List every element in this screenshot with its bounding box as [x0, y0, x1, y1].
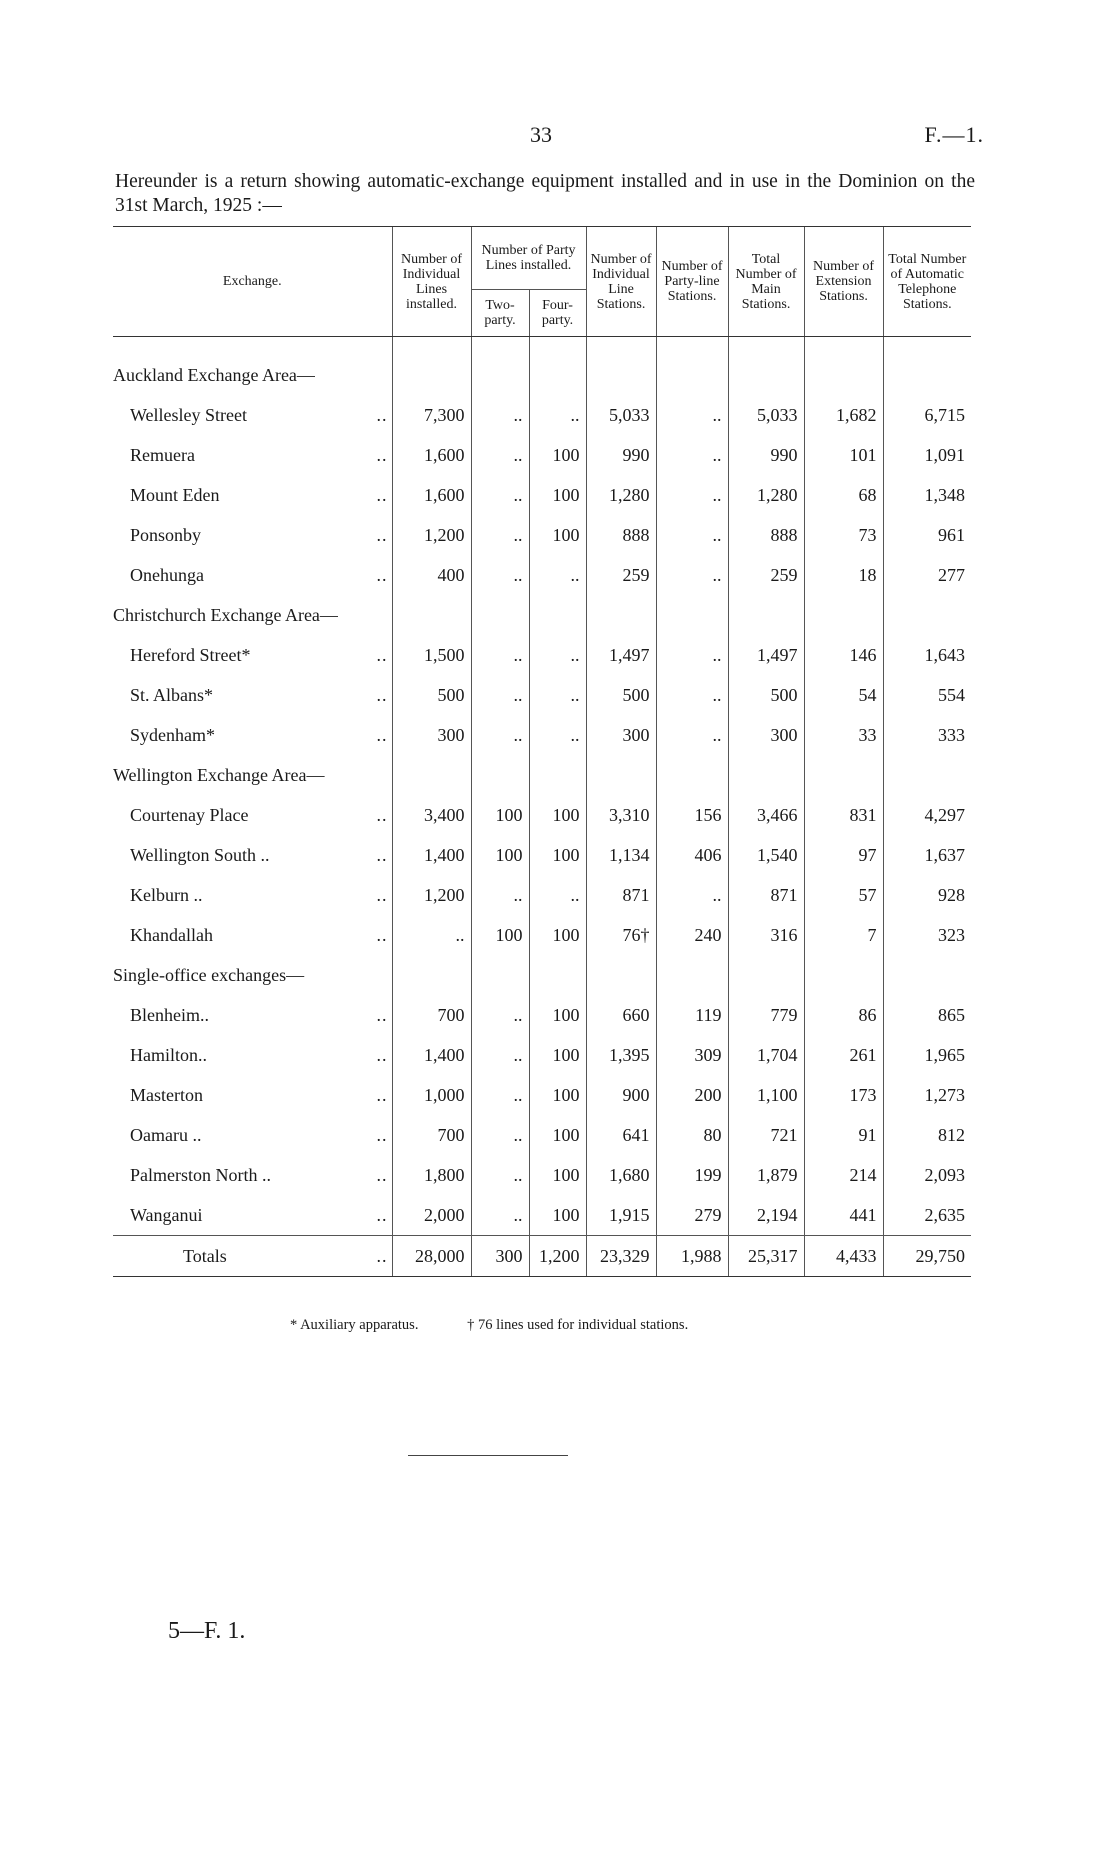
- page-number: 33: [530, 122, 552, 147]
- leader-dots: ..: [376, 924, 388, 945]
- cell-main-stations: 1,704: [728, 1035, 804, 1075]
- header-partyline-stations: Number of Party-line Stations.: [656, 227, 728, 337]
- cell-individual-lines: 1,400: [392, 835, 471, 875]
- cell-individual-lines: 1,500: [392, 635, 471, 675]
- cell-main-stations: 259: [728, 555, 804, 595]
- row-label-cell: [113, 1075, 392, 1115]
- closing-rule: [408, 1455, 568, 1456]
- leader-dots: ..: [376, 884, 388, 905]
- cell-main-stations: 888: [728, 515, 804, 555]
- table-row: [113, 395, 971, 435]
- spacer-cell: [113, 337, 392, 356]
- table-row: [113, 1035, 971, 1075]
- intro-paragraph: Hereunder is a return showing automatic-exchange equipment installed and in use in the Dominion on the 31st March, 1925 :—: [115, 171, 975, 216]
- exchange-name: Sydenham*: [130, 724, 215, 745]
- total-individual-lines: 28,000: [392, 1236, 471, 1277]
- total-partyline-stations: 1,988: [656, 1236, 728, 1277]
- table-row: [113, 635, 971, 675]
- cell-four-party: 100: [529, 1155, 586, 1195]
- leader-dots: ..: [376, 1004, 388, 1025]
- cell-two-party: ..: [471, 515, 529, 555]
- row-label-cell: [113, 915, 392, 955]
- table-row: [113, 915, 971, 955]
- group-empty-cell: [883, 755, 971, 795]
- cell-partyline-stations: 200: [656, 1075, 728, 1115]
- cell-partyline-stations: 119: [656, 995, 728, 1035]
- cell-four-party: ..: [529, 555, 586, 595]
- cell-partyline-stations: 156: [656, 795, 728, 835]
- leader-dots: ..: [376, 444, 388, 465]
- header-two-party: Two-party.: [471, 290, 529, 337]
- spacer-cell: [586, 337, 656, 356]
- cell-individual-lines: 1,400: [392, 1035, 471, 1075]
- cell-main-stations: 1,540: [728, 835, 804, 875]
- cell-individual-stations: 500: [586, 675, 656, 715]
- cell-total-stations: 4,297: [883, 795, 971, 835]
- leader-dots: ..: [376, 404, 388, 425]
- cell-two-party: ..: [471, 475, 529, 515]
- group-empty-cell: [883, 955, 971, 995]
- row-label-cell: [113, 515, 392, 555]
- group-empty-cell: [586, 755, 656, 795]
- header-individual-stations: Number of Individual Line Stations.: [586, 227, 656, 337]
- group-empty-cell: [529, 595, 586, 635]
- group-empty-cell: [529, 355, 586, 395]
- cell-individual-stations: 76†: [586, 915, 656, 955]
- cell-extension-stations: 1,682: [804, 395, 883, 435]
- cell-total-stations: 323: [883, 915, 971, 955]
- leader-dots: ..: [376, 1204, 388, 1225]
- group-empty-cell: [804, 755, 883, 795]
- cell-two-party: 100: [471, 915, 529, 955]
- cell-four-party: 100: [529, 835, 586, 875]
- table-row: [113, 515, 971, 555]
- table-row: [113, 1155, 971, 1195]
- spacer-row: [113, 337, 971, 356]
- exchange-name: Remuera: [130, 444, 195, 465]
- cell-main-stations: 721: [728, 1115, 804, 1155]
- cell-extension-stations: 86: [804, 995, 883, 1035]
- exchange-name: Totals: [183, 1245, 227, 1266]
- cell-individual-lines: ..: [392, 915, 471, 955]
- cell-partyline-stations: ..: [656, 395, 728, 435]
- leader-dots: ..: [376, 804, 388, 825]
- cell-main-stations: 316: [728, 915, 804, 955]
- footnote-lines: † 76 lines used for individual stations.: [467, 1317, 689, 1333]
- cell-four-party: 100: [529, 475, 586, 515]
- cell-two-party: ..: [471, 635, 529, 675]
- row-label-cell: [113, 715, 392, 755]
- table-row: [113, 875, 971, 915]
- leader-dots: ..: [376, 724, 388, 745]
- cell-individual-lines: 400: [392, 555, 471, 595]
- cell-extension-stations: 97: [804, 835, 883, 875]
- cell-extension-stations: 91: [804, 1115, 883, 1155]
- cell-individual-stations: 3,310: [586, 795, 656, 835]
- cell-two-party: ..: [471, 1075, 529, 1115]
- document-reference: F.—1.: [924, 122, 984, 147]
- table-body: [113, 337, 971, 1277]
- cell-individual-lines: 1,600: [392, 475, 471, 515]
- row-label-cell: [113, 835, 392, 875]
- cell-individual-lines: 1,000: [392, 1075, 471, 1115]
- cell-two-party: ..: [471, 675, 529, 715]
- cell-extension-stations: 214: [804, 1155, 883, 1195]
- header-four-party: Four-party.: [529, 290, 586, 337]
- group-heading-row: [113, 955, 971, 995]
- table-row: [113, 475, 971, 515]
- cell-total-stations: 6,715: [883, 395, 971, 435]
- cell-individual-stations: 1,395: [586, 1035, 656, 1075]
- total-main-stations: 25,317: [728, 1236, 804, 1277]
- cell-partyline-stations: ..: [656, 515, 728, 555]
- cell-individual-stations: 259: [586, 555, 656, 595]
- cell-partyline-stations: ..: [656, 555, 728, 595]
- cell-individual-stations: 300: [586, 715, 656, 755]
- cell-two-party: ..: [471, 715, 529, 755]
- cell-extension-stations: 146: [804, 635, 883, 675]
- row-label-cell: [113, 1035, 392, 1075]
- cell-total-stations: 333: [883, 715, 971, 755]
- cell-individual-lines: 1,200: [392, 875, 471, 915]
- row-label-cell: [113, 435, 392, 475]
- footnote-auxiliary: * Auxiliary apparatus.: [290, 1317, 419, 1333]
- total-total-stations: 29,750: [883, 1236, 971, 1277]
- cell-extension-stations: 33: [804, 715, 883, 755]
- cell-four-party: ..: [529, 635, 586, 675]
- row-label-cell: [113, 1115, 392, 1155]
- leader-dots: ..: [376, 1245, 388, 1266]
- exchange-name: Hamilton..: [130, 1044, 207, 1065]
- exchange-name: Wellington South ..: [130, 844, 270, 865]
- cell-individual-lines: 2,000: [392, 1195, 471, 1236]
- cell-two-party: ..: [471, 1195, 529, 1236]
- cell-two-party: 100: [471, 835, 529, 875]
- leader-dots: ..: [376, 844, 388, 865]
- total-two-party: 300: [471, 1236, 529, 1277]
- footnotes: [290, 1317, 890, 1334]
- table-row: [113, 1115, 971, 1155]
- cell-main-stations: 779: [728, 995, 804, 1035]
- table-row: [113, 1075, 971, 1115]
- cell-two-party: ..: [471, 995, 529, 1035]
- group-empty-cell: [392, 955, 471, 995]
- spacer-cell: [471, 337, 529, 356]
- group-heading: Auckland Exchange Area—: [113, 364, 315, 385]
- cell-total-stations: 928: [883, 875, 971, 915]
- cell-total-stations: 1,348: [883, 475, 971, 515]
- group-empty-cell: [586, 595, 656, 635]
- leader-dots: ..: [376, 1124, 388, 1145]
- spacer-cell: [883, 337, 971, 356]
- group-empty-cell: [586, 955, 656, 995]
- leader-dots: ..: [376, 1084, 388, 1105]
- leader-dots: ..: [376, 564, 388, 585]
- cell-main-stations: 2,194: [728, 1195, 804, 1236]
- cell-extension-stations: 57: [804, 875, 883, 915]
- cell-four-party: 100: [529, 1195, 586, 1236]
- total-individual-stations: 23,329: [586, 1236, 656, 1277]
- spacer-cell: [804, 337, 883, 356]
- row-label-cell: [113, 1195, 392, 1236]
- cell-individual-stations: 900: [586, 1075, 656, 1115]
- group-empty-cell: [728, 355, 804, 395]
- cell-total-stations: 812: [883, 1115, 971, 1155]
- group-empty-cell: [656, 955, 728, 995]
- group-empty-cell: [728, 595, 804, 635]
- cell-partyline-stations: ..: [656, 675, 728, 715]
- cell-extension-stations: 261: [804, 1035, 883, 1075]
- cell-total-stations: 277: [883, 555, 971, 595]
- cell-individual-stations: 1,134: [586, 835, 656, 875]
- cell-individual-stations: 1,497: [586, 635, 656, 675]
- table-row: [113, 555, 971, 595]
- cell-individual-stations: 641: [586, 1115, 656, 1155]
- table-row: [113, 675, 971, 715]
- group-empty-cell: [656, 355, 728, 395]
- cell-individual-lines: 700: [392, 1115, 471, 1155]
- group-empty-cell: [529, 955, 586, 995]
- cell-two-party: ..: [471, 875, 529, 915]
- cell-four-party: ..: [529, 875, 586, 915]
- page-signature: 5—F. 1.: [168, 1618, 246, 1644]
- cell-partyline-stations: 240: [656, 915, 728, 955]
- cell-two-party: ..: [471, 1035, 529, 1075]
- cell-extension-stations: 101: [804, 435, 883, 475]
- spacer-cell: [392, 337, 471, 356]
- exchange-name: Mount Eden: [130, 484, 220, 505]
- exchange-name: Kelburn ..: [130, 884, 203, 905]
- header-party-lines: Number of Party Lines installed.: [471, 227, 586, 290]
- spacer-cell: [529, 337, 586, 356]
- cell-two-party: ..: [471, 395, 529, 435]
- group-empty-cell: [883, 355, 971, 395]
- header-individual-lines: Number of Individual Lines installed.: [392, 227, 471, 337]
- header-main-stations: Total Number of Main Stations.: [728, 227, 804, 337]
- group-empty-cell: [471, 755, 529, 795]
- leader-dots: ..: [376, 1164, 388, 1185]
- cell-individual-lines: 3,400: [392, 795, 471, 835]
- cell-four-party: 100: [529, 515, 586, 555]
- group-empty-cell: [883, 595, 971, 635]
- totals-row: [113, 1236, 971, 1277]
- table-row: [113, 715, 971, 755]
- row-label-cell: [113, 1236, 392, 1277]
- cell-individual-lines: 700: [392, 995, 471, 1035]
- group-heading: Wellington Exchange Area—: [113, 764, 325, 785]
- group-empty-cell: [728, 755, 804, 795]
- cell-individual-lines: 7,300: [392, 395, 471, 435]
- group-empty-cell: [804, 595, 883, 635]
- cell-two-party: ..: [471, 1155, 529, 1195]
- row-label-cell: [113, 555, 392, 595]
- cell-total-stations: 1,643: [883, 635, 971, 675]
- group-heading-row: [113, 355, 971, 395]
- cell-main-stations: 3,466: [728, 795, 804, 835]
- row-label-cell: [113, 395, 392, 435]
- cell-four-party: ..: [529, 715, 586, 755]
- cell-four-party: 100: [529, 435, 586, 475]
- leader-dots: ..: [376, 644, 388, 665]
- exchange-name: Wellesley Street: [130, 404, 248, 425]
- cell-total-stations: 2,093: [883, 1155, 971, 1195]
- cell-four-party: 100: [529, 995, 586, 1035]
- group-empty-cell: [656, 595, 728, 635]
- group-empty-cell: [656, 755, 728, 795]
- total-extension-stations: 4,433: [804, 1236, 883, 1277]
- group-heading: Single-office exchanges—: [113, 964, 305, 985]
- exchange-name: Hereford Street*: [130, 644, 251, 665]
- spacer-cell: [728, 337, 804, 356]
- exchange-name: Onehunga: [130, 564, 204, 585]
- group-empty-cell: [471, 595, 529, 635]
- cell-extension-stations: 68: [804, 475, 883, 515]
- group-heading-row: [113, 595, 971, 635]
- cell-extension-stations: 831: [804, 795, 883, 835]
- exchange-name: Khandallah: [130, 924, 213, 945]
- table-row: [113, 795, 971, 835]
- cell-individual-stations: 888: [586, 515, 656, 555]
- exchange-equipment-table: [113, 226, 971, 1277]
- cell-main-stations: 1,280: [728, 475, 804, 515]
- cell-individual-stations: 990: [586, 435, 656, 475]
- table-row: [113, 835, 971, 875]
- exchange-name: Courtenay Place: [130, 804, 249, 825]
- cell-four-party: 100: [529, 795, 586, 835]
- cell-total-stations: 865: [883, 995, 971, 1035]
- cell-partyline-stations: ..: [656, 635, 728, 675]
- exchange-name: St. Albans*: [130, 684, 214, 705]
- cell-main-stations: 871: [728, 875, 804, 915]
- cell-partyline-stations: 199: [656, 1155, 728, 1195]
- total-four-party: 1,200: [529, 1236, 586, 1277]
- group-heading: Christchurch Exchange Area—: [113, 604, 338, 625]
- group-empty-cell: [804, 355, 883, 395]
- cell-main-stations: 1,100: [728, 1075, 804, 1115]
- cell-four-party: 100: [529, 1115, 586, 1155]
- cell-four-party: ..: [529, 675, 586, 715]
- cell-partyline-stations: 309: [656, 1035, 728, 1075]
- cell-main-stations: 990: [728, 435, 804, 475]
- group-empty-cell: [471, 355, 529, 395]
- cell-individual-stations: 5,033: [586, 395, 656, 435]
- cell-extension-stations: 18: [804, 555, 883, 595]
- leader-dots: ..: [376, 1044, 388, 1065]
- exchange-name: Masterton: [130, 1084, 203, 1105]
- cell-main-stations: 1,497: [728, 635, 804, 675]
- table-row: [113, 1195, 971, 1236]
- cell-four-party: 100: [529, 1035, 586, 1075]
- row-label-cell: [113, 1155, 392, 1195]
- leader-dots: ..: [376, 484, 388, 505]
- exchange-name: Blenheim..: [130, 1004, 209, 1025]
- cell-total-stations: 961: [883, 515, 971, 555]
- cell-four-party: ..: [529, 395, 586, 435]
- leader-dots: ..: [376, 524, 388, 545]
- header-extension-stations: Number of Extension Stations.: [804, 227, 883, 337]
- exchange-name: Oamaru ..: [130, 1124, 202, 1145]
- cell-total-stations: 1,637: [883, 835, 971, 875]
- cell-partyline-stations: 279: [656, 1195, 728, 1236]
- cell-two-party: 100: [471, 795, 529, 835]
- cell-individual-stations: 1,680: [586, 1155, 656, 1195]
- row-label-cell: [113, 995, 392, 1035]
- cell-extension-stations: 54: [804, 675, 883, 715]
- cell-partyline-stations: ..: [656, 875, 728, 915]
- cell-extension-stations: 73: [804, 515, 883, 555]
- table-row: [113, 995, 971, 1035]
- cell-individual-lines: 1,200: [392, 515, 471, 555]
- cell-four-party: 100: [529, 915, 586, 955]
- cell-individual-stations: 1,915: [586, 1195, 656, 1236]
- row-label-cell: [113, 635, 392, 675]
- cell-main-stations: 1,879: [728, 1155, 804, 1195]
- cell-extension-stations: 7: [804, 915, 883, 955]
- cell-two-party: ..: [471, 1115, 529, 1155]
- group-empty-cell: [586, 355, 656, 395]
- exchange-name: Wanganui: [130, 1204, 203, 1225]
- cell-individual-stations: 1,280: [586, 475, 656, 515]
- cell-total-stations: 2,635: [883, 1195, 971, 1236]
- cell-individual-lines: 1,600: [392, 435, 471, 475]
- cell-total-stations: 554: [883, 675, 971, 715]
- cell-main-stations: 300: [728, 715, 804, 755]
- cell-partyline-stations: ..: [656, 475, 728, 515]
- group-heading-row: [113, 755, 971, 795]
- row-label-cell: [113, 675, 392, 715]
- cell-partyline-stations: 406: [656, 835, 728, 875]
- row-label-cell: [113, 875, 392, 915]
- cell-two-party: ..: [471, 435, 529, 475]
- group-empty-cell: [392, 755, 471, 795]
- group-empty-cell: [471, 955, 529, 995]
- group-empty-cell: [529, 755, 586, 795]
- exchange-name: Palmerston North ..: [130, 1164, 271, 1185]
- cell-extension-stations: 173: [804, 1075, 883, 1115]
- cell-total-stations: 1,965: [883, 1035, 971, 1075]
- group-empty-cell: [392, 355, 471, 395]
- cell-total-stations: 1,273: [883, 1075, 971, 1115]
- cell-four-party: 100: [529, 1075, 586, 1115]
- group-empty-cell: [728, 955, 804, 995]
- cell-individual-lines: 500: [392, 675, 471, 715]
- header-total-stations: Total Number of Automatic Telephone Stations.: [883, 227, 971, 337]
- cell-total-stations: 1,091: [883, 435, 971, 475]
- exchange-name: Ponsonby: [130, 524, 202, 545]
- cell-two-party: ..: [471, 555, 529, 595]
- exchange-table-wrapper: [113, 226, 971, 1277]
- row-label-cell: [113, 475, 392, 515]
- cell-individual-lines: 300: [392, 715, 471, 755]
- cell-extension-stations: 441: [804, 1195, 883, 1236]
- header-exchange: Exchange.: [113, 227, 392, 337]
- table-row: [113, 435, 971, 475]
- row-label-cell: [113, 795, 392, 835]
- group-empty-cell: [392, 595, 471, 635]
- spacer-cell: [656, 337, 728, 356]
- group-empty-cell: [804, 955, 883, 995]
- cell-partyline-stations: ..: [656, 435, 728, 475]
- leader-dots: ..: [376, 684, 388, 705]
- cell-individual-stations: 871: [586, 875, 656, 915]
- cell-individual-stations: 660: [586, 995, 656, 1035]
- cell-main-stations: 5,033: [728, 395, 804, 435]
- cell-partyline-stations: 80: [656, 1115, 728, 1155]
- cell-main-stations: 500: [728, 675, 804, 715]
- cell-individual-lines: 1,800: [392, 1155, 471, 1195]
- cell-partyline-stations: ..: [656, 715, 728, 755]
